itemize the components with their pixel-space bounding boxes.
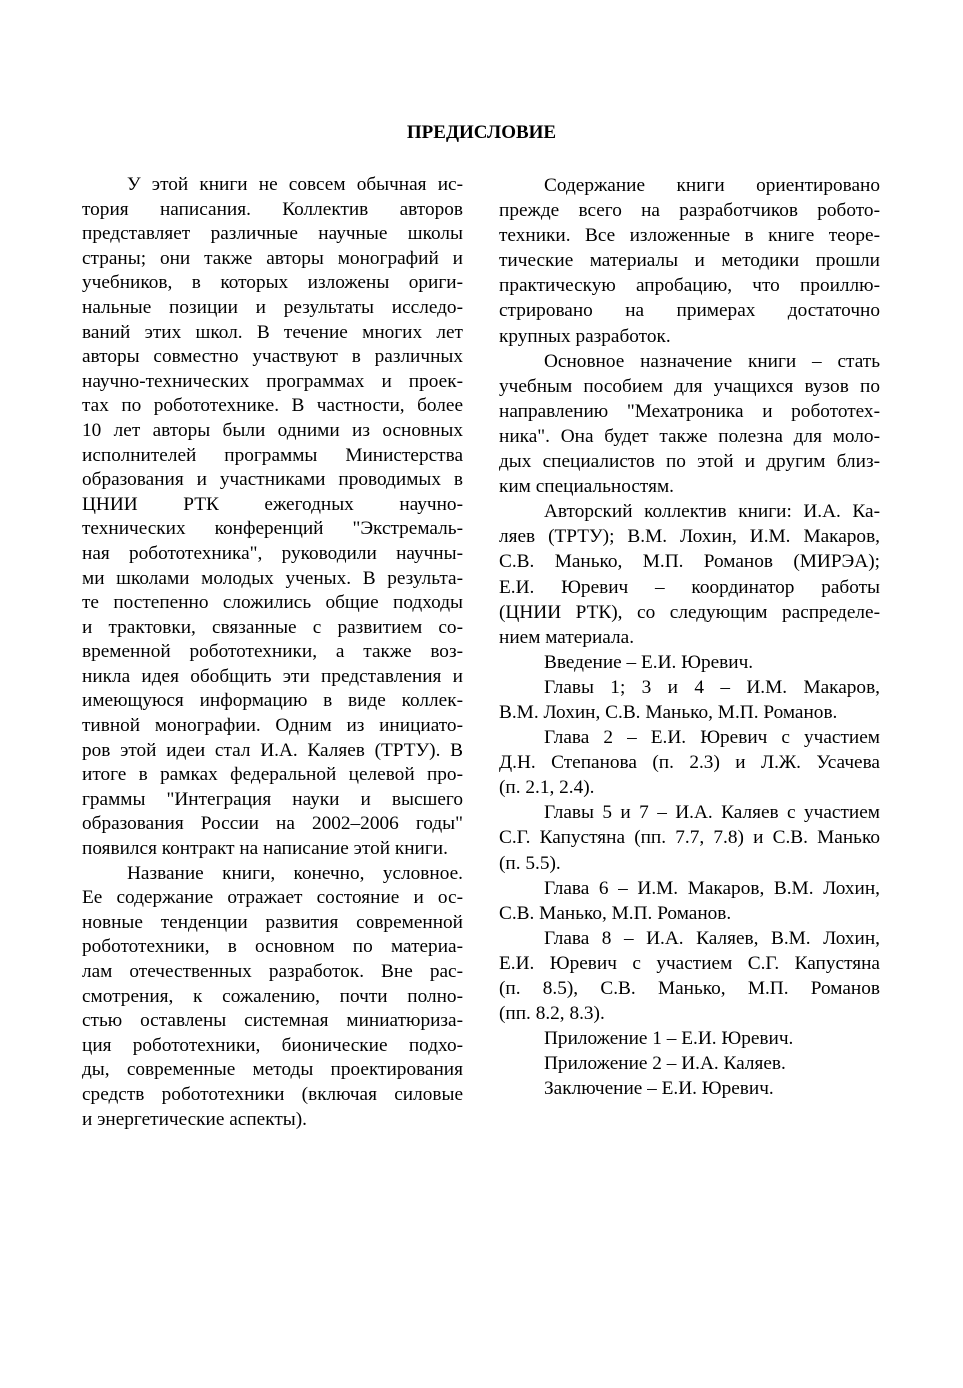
text-line: С.В. Манько, М.П. Романов (МИРЭА); xyxy=(499,551,880,573)
text-line: граммы "Интеграция науки и высшего xyxy=(82,788,463,810)
text-line: Содержание книги ориентировано xyxy=(544,175,880,196)
text-line: робототехники, в основном по материа- xyxy=(82,936,463,958)
text-line: те постепенно сложились общие подходы xyxy=(82,592,463,614)
text-line: появился контракт на написание этой книги. xyxy=(82,838,448,860)
text-line: Е.И. Юревич – координатор работы xyxy=(499,576,880,598)
text-line: лам отечественных разработок. Вне рас- xyxy=(82,961,463,982)
text-line: прежде всего на разработчиков робото- xyxy=(499,200,880,222)
paragraph xyxy=(499,926,880,1026)
text-line: ляев (ТРТУ); В.М. Лохин, И.М. Макаров, xyxy=(499,526,880,548)
paragraph xyxy=(499,349,880,500)
paragraph xyxy=(499,173,880,349)
text-line: нальные позиции и результаты исследо- xyxy=(82,296,463,318)
text-line: и энергетические аспекты). xyxy=(82,1108,307,1130)
text-line: направлению "Мехатроника и робототех- xyxy=(499,400,880,422)
text-line: Введение – Е.И. Юревич. xyxy=(544,651,754,673)
text-line: (п. 2.1, 2.4). xyxy=(499,777,595,799)
text-line: Глава 8 – И.А. Каляев, В.М. Лохин, xyxy=(544,927,880,949)
text-line: крупных разработок. xyxy=(499,325,671,347)
text-line: стью оставлены системная миниатюриза- xyxy=(82,1010,463,1032)
text-line: техники. Все изложенные в книге теоре- xyxy=(499,225,880,247)
text-line: Ее содержание отражает состояние и ос- xyxy=(82,887,463,909)
text-line: учебников, в которых изложены ориги- xyxy=(82,272,463,294)
text-line: 10 лет авторы были одними из основных xyxy=(82,419,463,441)
text-line: тивной монографии. Одним из инициато- xyxy=(82,715,463,737)
text-line: ров этой идеи стал И.А. Каляев (ТРТУ). В xyxy=(82,739,463,761)
text-line: образования России на 2002–2006 годы" xyxy=(82,813,463,835)
text-line: никла идея обобщить эти представления и xyxy=(82,665,463,687)
text-line: нием материала. xyxy=(499,626,635,648)
text-line: тория написания. Коллектив авторов xyxy=(82,198,463,220)
paragraph xyxy=(82,173,463,862)
paragraph xyxy=(499,1076,880,1101)
text-line: Главы 1; 3 и 4 – И.М. Макаров, xyxy=(544,676,880,698)
text-line: Приложение 1 – Е.И. Юревич. xyxy=(544,1028,794,1050)
text-line: тах по робототехнике. В частности, более xyxy=(82,395,463,417)
paragraph xyxy=(499,650,880,675)
text-line: ваний этих школ. В течение многих лет xyxy=(82,321,463,343)
text-line: Глава 6 – И.М. Макаров, В.М. Лохин, xyxy=(544,877,880,899)
text-line: средств робототехники (включая силовые xyxy=(82,1083,463,1105)
text-line: исполнителей программы Министерства xyxy=(82,444,463,466)
paragraph xyxy=(499,499,880,650)
text-line: Д.Н. Степанова (п. 2.3) и Л.Ж. Усачева xyxy=(499,752,880,774)
text-line: ЦНИИ РТК ежегодных научно- xyxy=(82,493,463,515)
text-line: дых специалистов по этой и другим близ- xyxy=(499,451,880,473)
text-line: Основное назначение книги – стать xyxy=(544,350,880,372)
text-line: Заключение – Е.И. Юревич. xyxy=(544,1078,774,1100)
text-line: ды, современные методы проектирования xyxy=(82,1059,463,1081)
paragraph xyxy=(82,862,463,1133)
text-line: авторы совместно участвуют в различных xyxy=(82,346,463,368)
text-line: технических конференций "Экстремаль- xyxy=(82,518,463,540)
paragraph xyxy=(499,800,880,875)
paragraph xyxy=(499,1026,880,1051)
text-line: образования и участниками проводимых в xyxy=(82,469,463,491)
text-line: (пп. 8.2, 8.3). xyxy=(499,1003,605,1025)
text-line: Главы 5 и 7 – И.А. Каляев с участием xyxy=(544,802,880,824)
text-line: ция робототехники, бионические подхо- xyxy=(82,1034,463,1056)
text-line: (ЦНИИ РТК), со следующим распределе- xyxy=(499,601,880,623)
paragraph xyxy=(499,876,880,926)
text-line: практическую апробацию, что проиллю- xyxy=(499,275,880,297)
text-line: стрировано на примерах достаточно xyxy=(499,300,880,322)
text-line: представляет различные научные школы xyxy=(82,223,463,245)
text-line: тические материалы и методики прошли xyxy=(499,250,880,272)
paragraph xyxy=(499,1051,880,1076)
text-line: итоге в рамках федеральной целевой про- xyxy=(82,764,463,786)
text-line: имеющуюся информацию в виде коллек- xyxy=(82,690,463,712)
text-line: учебным пособием для учащихся вузов по xyxy=(499,375,880,397)
text-line: временной робототехники, а также воз- xyxy=(82,641,463,663)
text-line: ника". Она будет также полезна для моло- xyxy=(499,425,880,447)
text-line: (п. 8.5), С.В. Манько, М.П. Романов xyxy=(499,978,880,999)
text-line: С.Г. Капустяна (пп. 7.7, 7.8) и С.В. Манько xyxy=(499,827,880,849)
text-line: и трактовки, связанные с развитием со- xyxy=(82,616,463,638)
right-column xyxy=(499,173,880,1101)
text-line: Название книги, конечно, условное. xyxy=(127,862,463,884)
text-line: Е.И. Юревич с участием С.Г. Капустяна xyxy=(499,952,880,974)
text-line: новные тенденции развития современной xyxy=(82,911,463,933)
text-line: ная робототехника", руководили научны- xyxy=(82,542,463,564)
text-line: В.М. Лохин, С.В. Манько, М.П. Романов. xyxy=(499,701,838,723)
page-title: ПРЕДИСЛОВИЕ xyxy=(406,122,557,143)
paragraph xyxy=(499,725,880,800)
text-line: ми школами молодых ученых. В результа- xyxy=(82,567,463,589)
text-line: У этой книги не совсем обычная ис- xyxy=(127,174,463,195)
text-line: С.В. Манько, М.П. Романов. xyxy=(499,902,732,924)
text-line: Приложение 2 – И.А. Каляев. xyxy=(544,1053,786,1075)
left-column xyxy=(82,173,463,1132)
text-line: (п. 5.5). xyxy=(499,852,561,874)
text-line: страны; они также авторы монографий и xyxy=(82,247,463,269)
text-line: смотрения, к сожалению, почти полно- xyxy=(82,985,463,1007)
text-line: Глава 2 – Е.И. Юревич с участием xyxy=(544,727,880,749)
text-line: Авторский коллектив книги: И.А. Ка- xyxy=(544,501,880,523)
text-line: ким специальностям. xyxy=(499,476,674,498)
text-line: научно-технических программах и проек- xyxy=(82,370,463,392)
paragraph xyxy=(499,675,880,725)
